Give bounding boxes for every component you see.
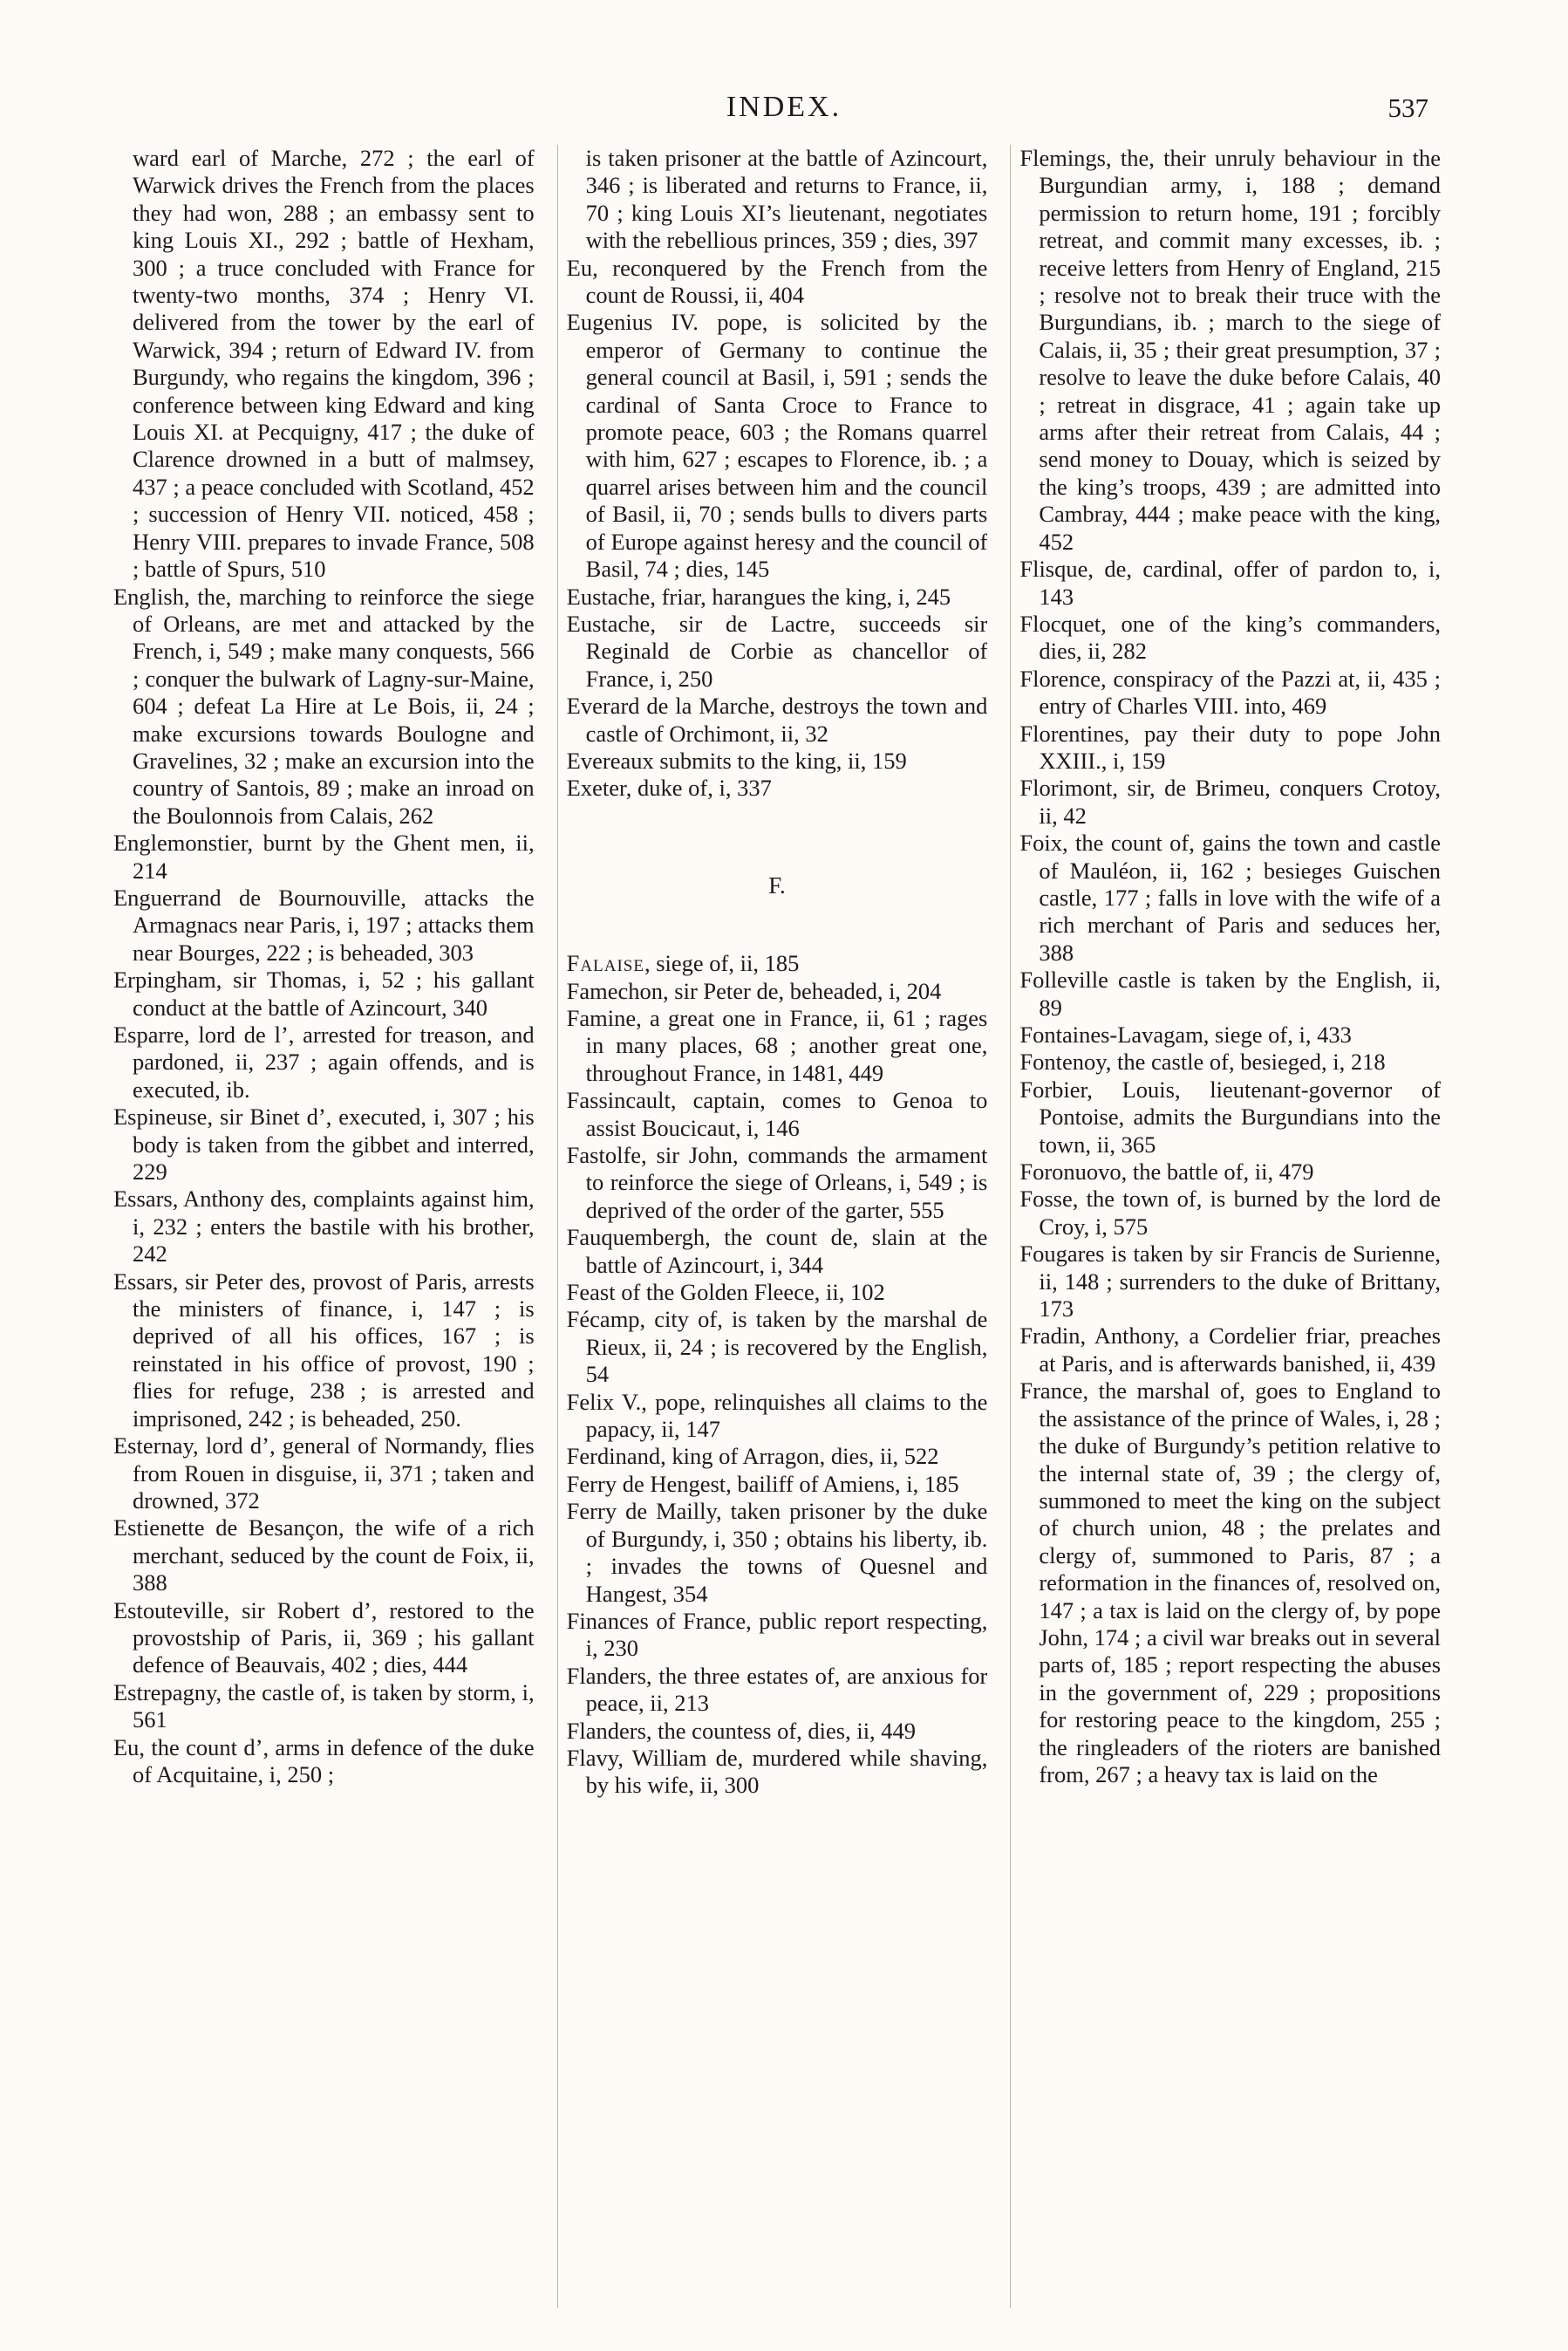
index-entry: Fastolfe, sir John, commands the armament to reinforce the siege of Orleans, i, 549 ; is deprived of the order of the garter, 555 bbox=[566, 1142, 988, 1223]
index-entry: English, the, marching to reinforce the siege of Orleans, are met and attacked by the French, i, 549 ; make many conquests, 566 ; conquer the bulwark of Lagny-sur-Maine, 604 ; defeat La Hire at Le Bois, ii, 24 ; make excursions towards Boulogne and Gravelines, 32 ; make an excursion into the country of Santois, 89 ; make an inroad on the Boulonnois from Calais, 262 bbox=[113, 583, 535, 829]
running-title: INDEX. bbox=[726, 91, 842, 123]
index-entry: Fontaines-Lavagam, siege of, i, 433 bbox=[1019, 1022, 1352, 1048]
index-entry: Exeter, duke of, i, 337 bbox=[566, 775, 772, 802]
index-entry: Famechon, sir Peter de, beheaded, i, 204 bbox=[566, 977, 942, 1004]
index-entry: Fontenoy, the castle of, besieged, i, 218 bbox=[1019, 1049, 1386, 1076]
index-entry: Feast of the Golden Fleece, ii, 102 bbox=[566, 1279, 885, 1306]
index-entry: Felix V., pope, relinquishes all claims to the papacy, ii, 147 bbox=[566, 1388, 988, 1443]
index-entry: France, the marshal of, goes to England to the assistance of the prince of Wales, i, 28 ; the duke of Burgundy’s petition relative to the internal state of, 39 ; the clergy of, summoned to meet the king on the subject of church union, 48 ; the prelates and clergy of, summoned to Paris, 87 ; a reformation in the finances of, resolved on, 147 ; a tax is laid on the clergy of, by pope John, 174 ; a civil war breaks out in several parts of, 185 ; report respecting the abuses in the government of, 229 ; propositions for restoring peace to the kingdom, 255 ; the ringleaders of the rioters are banished from, 267 ; a heavy tax is laid on the bbox=[1019, 1377, 1442, 1787]
entry-text: , siege of, ii, 185 bbox=[644, 950, 800, 977]
index-entry: Eu, the count d’, arms in defence of the duke of Acquitaine, i, 250 ; bbox=[113, 1733, 535, 1787]
index-entry: Espineuse, sir Binet d’, executed, i, 307 ; his body is taken from the gibbet and interred, 229 bbox=[113, 1104, 535, 1186]
index-columns bbox=[113, 145, 1441, 2308]
index-entry: Florence, conspiracy of the Pazzi at, ii, 435 ; entry of Charles VIII. into, 469 bbox=[1019, 665, 1442, 720]
index-entry: Eugenius IV. pope, is solicited by the emperor of Germany to continue the general council at Basil, i, 591 ; sends the cardinal of Santa Croce to France to promote peace, 603 ; the Romans quarrel with him, 627 ; escapes to Florence, ib. ; a quarrel arises between him and the council of Basil, ii, 70 ; sends bulls to divers parts of Europe against heresy and the council of Basil, 74 ; dies, 145 bbox=[566, 309, 988, 583]
index-entry: Ferry de Mailly, taken prisoner by the duke of Burgundy, i, 350 ; obtains his liberty, ib. ; invades the towns of Quesnel and Hangest, 354 bbox=[566, 1498, 988, 1607]
index-entry: ward earl of Marche, 272 ; the earl of Warwick drives the French from the places they had won, 288 ; an embassy sent to king Louis XI., 292 ; battle of Hexham, 300 ; a truce concluded with France for twenty-two months, 374 ; Henry VI. delivered from the tower by the earl of Warwick, 394 ; return of Edward IV. from Burgundy, who regains the kingdom, 396 ; conference between king Edward and king Louis XI. at Pecquigny, 417 ; the duke of Clarence drowned in a butt of malmsey, 437 ; a peace concluded with Scotland, 452 ; succession of Henry VII. noticed, 458 ; Henry VIII. prepares to invade France, 508 ; battle of Spurs, 510 bbox=[133, 145, 535, 583]
index-entry: Fassincault, captain, comes to Genoa to assist Boucicaut, i, 146 bbox=[566, 1087, 988, 1141]
index-entry: Essars, sir Peter des, provost of Paris, arrests the ministers of finance, i, 147 ; is deprived of all his offices, 167 ; is reinstated in his office of provost, 190 ; flies for refuge, 238 ; is arrested and imprisoned, 242 ; is beheaded, 250. bbox=[113, 1268, 535, 1432]
index-entry: Flavy, William de, murdered while shaving, by his wife, ii, 300 bbox=[566, 1744, 988, 1799]
index-entry: Flisque, de, cardinal, offer of pardon to, i, 143 bbox=[1019, 556, 1442, 610]
index-column-2 bbox=[557, 145, 988, 2308]
index-entry: Englemonstier, burnt by the Ghent men, ii, 214 bbox=[113, 830, 535, 884]
index-entry: Fradin, Anthony, a Cordelier friar, preaches at Paris, and is afterwards banished, ii, 439 bbox=[1019, 1322, 1442, 1377]
index-entry: Essars, Anthony des, complaints against him, i, 232 ; enters the bastile with his brother, 242 bbox=[113, 1186, 535, 1268]
index-entry: Florentines, pay their duty to pope John XXIII., i, 159 bbox=[1019, 720, 1442, 774]
index-entry: Famine, a great one in France, ii, 61 ; rages in many places, 68 ; another great one, throughout France, in 1481, 449 bbox=[566, 1004, 988, 1086]
page-number: 537 bbox=[1387, 92, 1428, 123]
index-entry: Foronuovo, the battle of, ii, 479 bbox=[1019, 1158, 1314, 1186]
index-entry: Estrepagny, the castle of, is taken by storm, i, 561 bbox=[113, 1678, 535, 1733]
index-entries-e bbox=[567, 145, 988, 803]
index-column-3 bbox=[1010, 145, 1441, 2308]
index-entry: Forbier, Louis, lieutenant-governor of Pontoise, admits the Burgundians into the town, ii, 365 bbox=[1019, 1076, 1442, 1158]
index-entry: Estouteville, sir Robert d’, restored to the provostship of Paris, ii, 369 ; his gallant defence of Beauvais, 402 ; dies, 444 bbox=[113, 1596, 535, 1678]
index-entry: Flanders, the countess of, dies, ii, 449 bbox=[566, 1717, 917, 1744]
index-entry: Flocquet, one of the king’s commanders, dies, ii, 282 bbox=[1019, 610, 1442, 665]
index-entry: is taken prisoner at the battle of Azincourt, 346 ; is liberated and returns to France, ii, 70 ; king Louis XI’s lieutenant, negotiates with the rebellious princes, 359 ; dies, 397 bbox=[585, 145, 988, 254]
index-entry: Flanders, the three estates of, are anxious for peace, ii, 213 bbox=[566, 1662, 988, 1717]
index-entry: Everard de la Marche, destroys the town and castle of Orchimont, ii, 32 bbox=[566, 693, 988, 747]
index-entry: Esparre, lord de l’, arrested for treason, and pardoned, ii, 237 ; again offends, and is executed, ib. bbox=[113, 1022, 535, 1103]
page-header bbox=[0, 91, 1568, 126]
index-entry: Estienette de Besançon, the wife of a rich merchant, seduced by the count de Foix, ii, 388 bbox=[113, 1514, 535, 1596]
index-entry: Esternay, lord d’, general of Normandy, flies from Rouen in disguise, ii, 371 ; taken and drowned, 372 bbox=[113, 1432, 535, 1514]
index-entry bbox=[567, 950, 988, 977]
index-entry: Finances of France, public report respecting, i, 230 bbox=[566, 1607, 988, 1662]
index-entry: Evereaux submits to the king, ii, 159 bbox=[566, 747, 907, 774]
index-entry: Folleville castle is taken by the English, ii, 89 bbox=[1019, 967, 1442, 1021]
index-entry: Eustache, friar, harangues the king, i, 245 bbox=[566, 583, 951, 610]
index-entry: Fosse, the town of, is burned by the lord de Croy, i, 575 bbox=[1019, 1186, 1442, 1240]
section-letter: F. bbox=[768, 871, 786, 899]
index-column-1 bbox=[113, 145, 535, 2308]
index-entry: Enguerrand de Bournouville, attacks the Armagnacs near Paris, i, 197 ; attacks them near Bourges, 222 ; is beheaded, 303 bbox=[113, 884, 535, 966]
index-entry: Erpingham, sir Thomas, i, 52 ; his gallant conduct at the battle of Azincourt, 340 bbox=[113, 967, 535, 1021]
index-entry: Fécamp, city of, is taken by the marshal de Rieux, ii, 24 ; is recovered by the English, 54 bbox=[566, 1306, 988, 1388]
index-entries-f bbox=[567, 978, 988, 1800]
index-entry: Foix, the count of, gains the town and castle of Mauléon, ii, 162 ; besieges Guischen castle, 177 ; falls in love with the wife of a rich merchant of Paris and seduces her, 388 bbox=[1019, 830, 1442, 966]
index-entry: Fauquembergh, the count de, slain at the battle of Azincourt, i, 344 bbox=[566, 1224, 988, 1278]
index-entry: Flemings, the, their unruly behaviour in the Burgundian army, i, 188 ; demand permission to return home, 191 ; forcibly retreat, and commit many excesses, ib. ; receive letters from Henry of England, 215 ; resolve not to break their truce with the Burgundians, ib. ; march to the siege of Calais, ii, 35 ; their great presumption, 37 ; resolve to leave the duke before Calais, 40 ; retreat in disgrace, 41 ; again take up arms after their retreat from Calais, 44 ; send money to Douay, which is seized by the king’s troops, 439 ; are admitted into Cambray, 444 ; make peace with the king, 452 bbox=[1019, 145, 1442, 555]
index-entry: Ferdinand, king of Arragon, dies, ii, 522 bbox=[566, 1443, 939, 1470]
index-entry: Florimont, sir, de Brimeu, conquers Crotoy, ii, 42 bbox=[1019, 775, 1442, 829]
index-entry: Ferry de Hengest, bailiff of Amiens, i, 185 bbox=[566, 1470, 959, 1497]
index-entry: Eu, reconquered by the French from the count de Roussi, ii, 404 bbox=[566, 254, 988, 309]
entry-headword: Falaise bbox=[566, 950, 644, 977]
index-entry: Eustache, sir de Lactre, succeeds sir Reginald de Corbie as chancellor of France, i, 250 bbox=[566, 610, 988, 692]
index-entry: Fougares is taken by sir Francis de Surienne, ii, 148 ; surrenders to the duke of Brittany, 173 bbox=[1019, 1240, 1442, 1322]
